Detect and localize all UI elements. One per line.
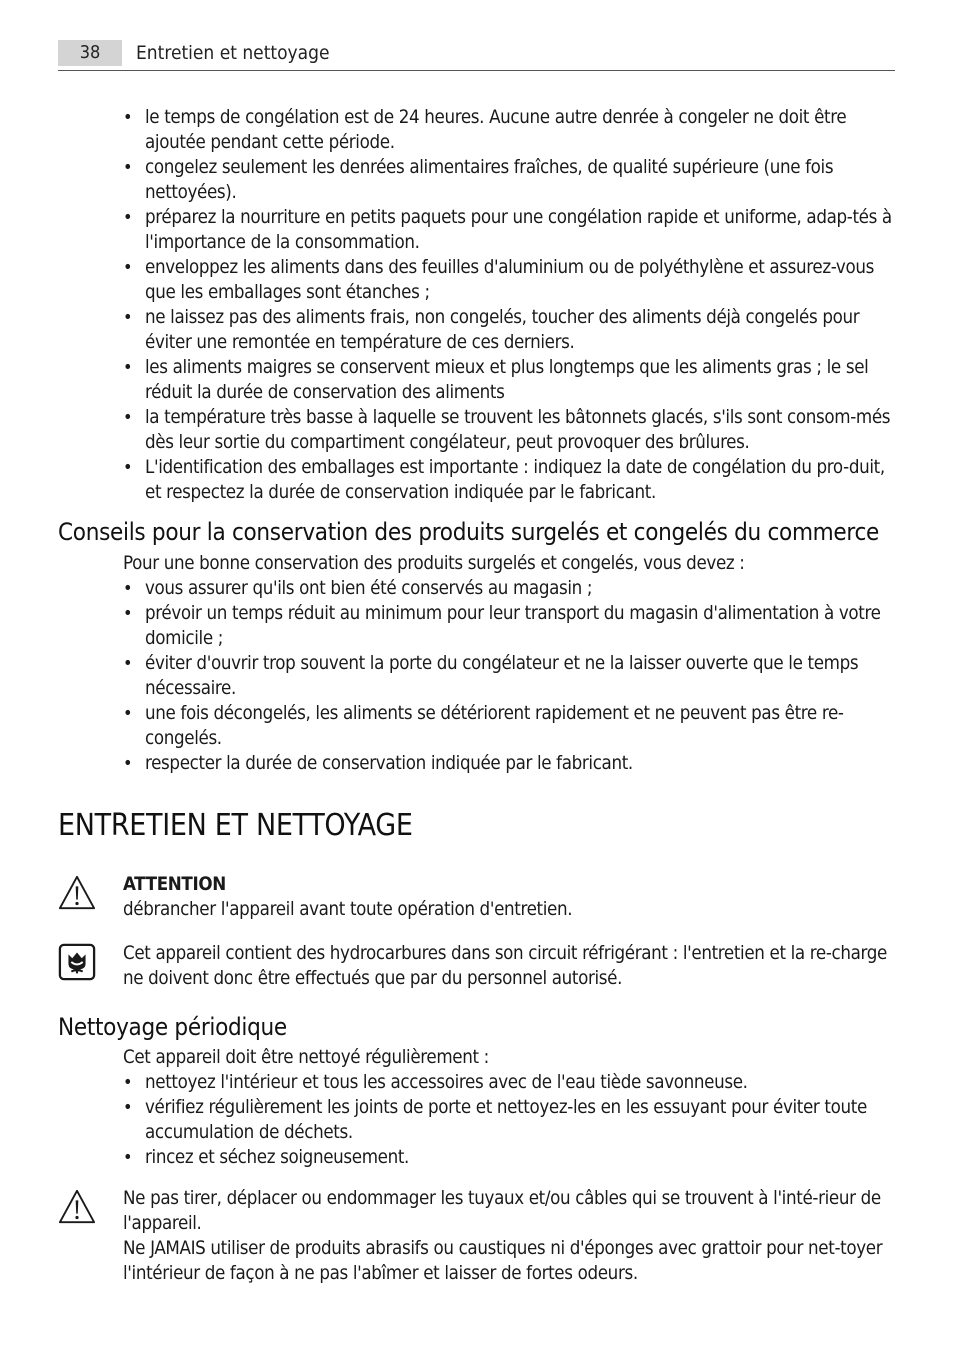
list-item: • enveloppez les aliments dans des feuilles d'aluminium ou de polyéthylène et assurez-vous que les emballages sont étanches ; (123, 257, 874, 303)
bullet-icon: • (123, 457, 133, 478)
attention-text: débrancher l'appareil avant toute opération d'entretien. (123, 899, 573, 920)
bullet-icon: • (123, 357, 133, 378)
cleaning-warning (58, 1186, 895, 1286)
page-header (58, 40, 895, 71)
attention-title: ATTENTION (123, 874, 226, 895)
bullet-icon: • (123, 257, 133, 278)
bullet-icon: • (123, 207, 133, 228)
list-item: • vérifiez régulièrement les joints de porte et nettoyez-les en les essuyant pour éviter toute accumulation de déchets. (123, 1097, 867, 1143)
bullet-icon: • (123, 1147, 133, 1168)
list-item: • les aliments maigres se conservent mieux et plus longtemps que les aliments gras ; le sel réduit la durée de conservation des aliments (123, 357, 869, 403)
list-item: • vous assurer qu'ils ont bien été conservés au magasin ; (123, 578, 593, 599)
bullet-icon: • (123, 603, 133, 624)
list-item: • respecter la durée de conservation indiquée par le fabricant. (123, 753, 633, 774)
attention-notice (58, 872, 895, 922)
bullet-icon: • (123, 107, 133, 128)
bullet-icon: • (123, 653, 133, 674)
bullet-icon: • (123, 753, 133, 774)
bullet-icon: • (123, 578, 133, 599)
bullet-icon: • (123, 157, 133, 178)
list-item: • L'identification des emballages est importante : indiquez la date de congélation du pro-duit, et respectez la durée de conservation indiquée par le fabricant. (123, 457, 885, 503)
periodic-list (58, 1070, 895, 1170)
list-item: • ne laissez pas des aliments frais, non congelés, toucher des aliments déjà congelés pour éviter une remontée en température de ces derniers. (123, 307, 860, 353)
bullet-icon: • (123, 1072, 133, 1093)
conservation-list (58, 576, 895, 776)
list-item: • préparez la nourriture en petits paquets pour une congélation rapide et uniforme, adap-tés à l'importance de la consommation. (123, 207, 892, 253)
conservation-intro: Pour une bonne conservation des produits surgelés et congelés, vous devez : (123, 553, 745, 574)
warning-text-1: Ne pas tirer, déplacer ou endommager les tuyaux et/ou câbles qui se trouvent à l'inté-rieur de l'appareil. (123, 1188, 881, 1234)
bullet-icon: • (123, 1097, 133, 1118)
list-item: • le temps de congélation est de 24 heures. Aucune autre denrée à congeler ne doit être ajoutée pendant cette période. (123, 107, 847, 153)
freezing-tips-list (58, 105, 895, 505)
hydrocarbon-text: Cet appareil contient des hydrocarbures dans son circuit réfrigérant : l'entretien et la re-charge ne doivent donc être effectués que par du personnel autorisé. (123, 943, 887, 989)
periodic-heading: Nettoyage périodique (58, 1013, 287, 1041)
list-item: • la température très basse à laquelle se trouvent les bâtonnets glacés, s'ils sont consom-més dès leur sortie du compartiment congélateur, peut provoquer des brûlures. (123, 407, 891, 453)
conservation-heading: Conseils pour la conservation des produits surgelés et congelés du commerce (58, 518, 880, 546)
warning-text-2: Ne JAMAIS utiliser de produits abrasifs ou caustiques ni d'éponges avec grattoir pour net-toyer l'intérieur de façon à ne pas l'abîmer et laisser de fortes odeurs. (123, 1238, 883, 1284)
bullet-icon: • (123, 703, 133, 724)
list-item: • rincez et séchez soigneusement. (123, 1147, 410, 1168)
bullet-icon: • (123, 407, 133, 428)
warning-triangle-icon (58, 1188, 96, 1226)
list-item: • une fois décongelés, les aliments se détériorent rapidement et ne peuvent pas être re-congelés. (123, 703, 844, 749)
hydrocarbon-notice (58, 941, 895, 991)
page-content (58, 105, 895, 1286)
page-number: 38 (58, 40, 122, 66)
periodic-intro: Cet appareil doit être nettoyé régulièrement : (123, 1047, 489, 1068)
warning-triangle-icon (58, 874, 96, 912)
running-title: Entretien et nettoyage (136, 42, 330, 64)
bullet-icon: • (123, 307, 133, 328)
list-item: • éviter d'ouvrir trop souvent la porte du congélateur et ne la laisser ouverte que le temps nécessaire. (123, 653, 859, 699)
section-title: ENTRETIEN ET NETTOYAGE (58, 808, 413, 843)
list-item: • congelez seulement les denrées alimentaires fraîches, de qualité supérieure (une fois nettoyées). (123, 157, 834, 203)
list-item: • prévoir un temps réduit au minimum pour leur transport du magasin d'alimentation à votre domicile ; (123, 603, 881, 649)
list-item: • nettoyez l'intérieur et tous les accessoires avec de l'eau tiède savonneuse. (123, 1072, 748, 1093)
environment-flower-icon (58, 943, 96, 981)
